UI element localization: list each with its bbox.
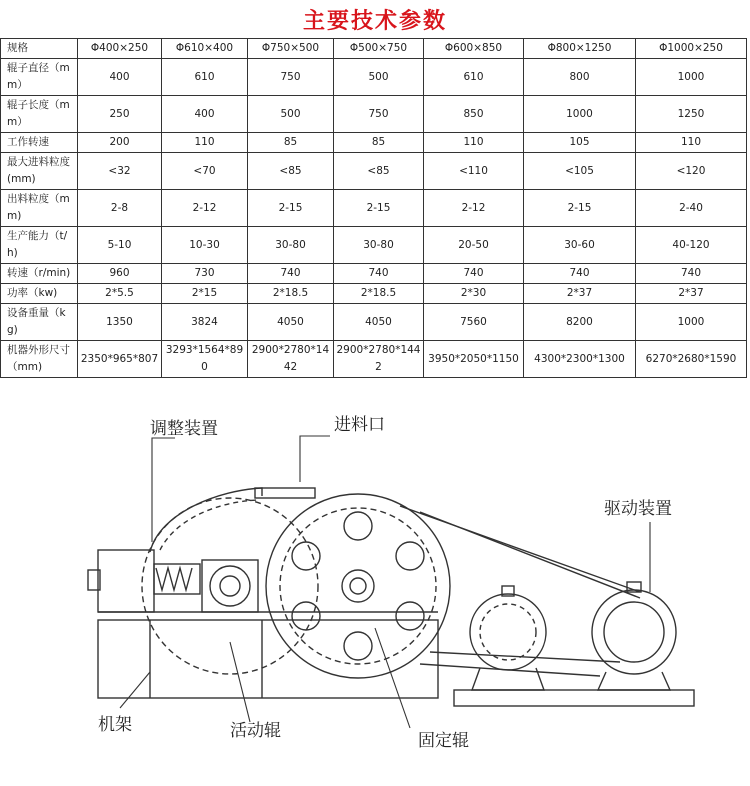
table-cell: 30-60 (524, 227, 636, 264)
fixed-roller (266, 494, 450, 678)
table-cell: Φ400×250 (78, 39, 162, 59)
row-label: 辊子直径（mm） (1, 59, 78, 96)
table-cell: 2*18.5 (248, 284, 334, 304)
table-cell: 105 (524, 133, 636, 153)
table-cell: 4050 (248, 304, 334, 341)
table-cell: 3293*1564*890 (162, 341, 248, 378)
table-cell: 500 (334, 59, 424, 96)
table-cell: <105 (524, 153, 636, 190)
motor-1 (470, 586, 546, 690)
table-cell: 2-15 (334, 190, 424, 227)
roller-cover (150, 488, 262, 552)
table-cell: 3950*2050*1150 (424, 341, 524, 378)
table-cell: 1250 (636, 96, 747, 133)
table-cell: 500 (248, 96, 334, 133)
row-label: 规格 (1, 39, 78, 59)
table-row (1, 190, 747, 227)
table-cell: 10-30 (162, 227, 248, 264)
table-cell: 2*37 (636, 284, 747, 304)
row-label: 生产能力（t/h) (1, 227, 78, 264)
label-adjust: 调整装置 (150, 419, 218, 439)
table-cell: Φ1000×250 (636, 39, 747, 59)
adjuster-assembly (88, 550, 258, 612)
table-cell: 2-8 (78, 190, 162, 227)
table-cell: 730 (162, 264, 248, 284)
row-label: 辊子长度（mm） (1, 96, 78, 133)
table-cell: 110 (424, 133, 524, 153)
table-cell: <70 (162, 153, 248, 190)
table-cell: 2-15 (248, 190, 334, 227)
table-cell: 740 (424, 264, 524, 284)
table-cell: <110 (424, 153, 524, 190)
table-row (1, 96, 747, 133)
table-cell: 740 (524, 264, 636, 284)
table-row (1, 227, 747, 264)
table-cell: <32 (78, 153, 162, 190)
table-cell: 2350*965*807 (78, 341, 162, 378)
label-movable: 活动辊 (230, 721, 281, 741)
label-drive: 驱动装置 (604, 499, 672, 519)
table-cell: Φ600×850 (424, 39, 524, 59)
table-cell: 5-10 (78, 227, 162, 264)
table-cell: 960 (78, 264, 162, 284)
table-cell: 4050 (334, 304, 424, 341)
table-cell: 740 (248, 264, 334, 284)
table-cell: 1000 (636, 59, 747, 96)
table-cell: 2900*2780*1442 (248, 341, 334, 378)
table-cell: 30-80 (248, 227, 334, 264)
row-label: 转速（r/min) (1, 264, 78, 284)
table-cell: 110 (636, 133, 747, 153)
table-cell: 85 (334, 133, 424, 153)
table-cell: 110 (162, 133, 248, 153)
table-cell: 20-50 (424, 227, 524, 264)
row-label: 功率（kw) (1, 284, 78, 304)
roller-crusher-diagram (0, 402, 750, 786)
table-cell: 2-12 (424, 190, 524, 227)
table-cell: 40-120 (636, 227, 747, 264)
table-row (1, 39, 747, 59)
table-cell: 1000 (636, 304, 747, 341)
table-cell: 4300*2300*1300 (524, 341, 636, 378)
table-cell: 2-40 (636, 190, 747, 227)
table-cell: 30-80 (334, 227, 424, 264)
row-label: 最大进料粒度(mm) (1, 153, 78, 190)
table-row (1, 284, 747, 304)
table-cell: Φ800×1250 (524, 39, 636, 59)
table-cell: 2*37 (524, 284, 636, 304)
motor-base (454, 690, 694, 706)
table-cell: 2-12 (162, 190, 248, 227)
table-row (1, 341, 747, 378)
table-cell: 750 (334, 96, 424, 133)
table-cell: 7560 (424, 304, 524, 341)
table-row (1, 304, 747, 341)
row-label: 工作转速 (1, 133, 78, 153)
table-cell: 3824 (162, 304, 248, 341)
row-label: 机器外形尺寸（mm) (1, 341, 78, 378)
table-cell: 610 (424, 59, 524, 96)
table-cell: 2*15 (162, 284, 248, 304)
table-cell: 800 (524, 59, 636, 96)
table-cell: Φ610×400 (162, 39, 248, 59)
table-cell: 400 (162, 96, 248, 133)
row-label: 设备重量（kg) (1, 304, 78, 341)
table-row (1, 133, 747, 153)
motor-2 (592, 582, 676, 690)
table-cell: <85 (334, 153, 424, 190)
table-cell: Φ750×500 (248, 39, 334, 59)
table-cell: <85 (248, 153, 334, 190)
table-row (1, 59, 747, 96)
table-cell: 610 (162, 59, 248, 96)
table-cell: 750 (248, 59, 334, 96)
table-cell: <120 (636, 153, 747, 190)
table-cell: 85 (248, 133, 334, 153)
table-cell: 2-15 (524, 190, 636, 227)
table-cell: 2900*2780*1442 (334, 341, 424, 378)
spec-table (0, 38, 747, 378)
table-cell: 400 (78, 59, 162, 96)
table-cell: 1000 (524, 96, 636, 133)
label-feed: 进料口 (334, 415, 385, 435)
feed-hopper (255, 488, 315, 498)
table-cell: 2*30 (424, 284, 524, 304)
table-cell: Φ500×750 (334, 39, 424, 59)
table-cell: 850 (424, 96, 524, 133)
table-cell: 740 (636, 264, 747, 284)
table-cell: 200 (78, 133, 162, 153)
row-label: 出料粒度（mm) (1, 190, 78, 227)
label-fixed: 固定辊 (418, 731, 469, 751)
table-row (1, 264, 747, 284)
movable-roller (142, 498, 318, 674)
table-cell: 1350 (78, 304, 162, 341)
page-title: 主要技术参数 (302, 8, 447, 34)
table-cell: 250 (78, 96, 162, 133)
table-cell: 8200 (524, 304, 636, 341)
table-cell: 6270*2680*1590 (636, 341, 747, 378)
table-cell: 2*5.5 (78, 284, 162, 304)
machine-frame (98, 612, 438, 698)
table-row (1, 153, 747, 190)
table-cell: 740 (334, 264, 424, 284)
table-cell: 2*18.5 (334, 284, 424, 304)
label-frame: 机架 (98, 715, 132, 735)
